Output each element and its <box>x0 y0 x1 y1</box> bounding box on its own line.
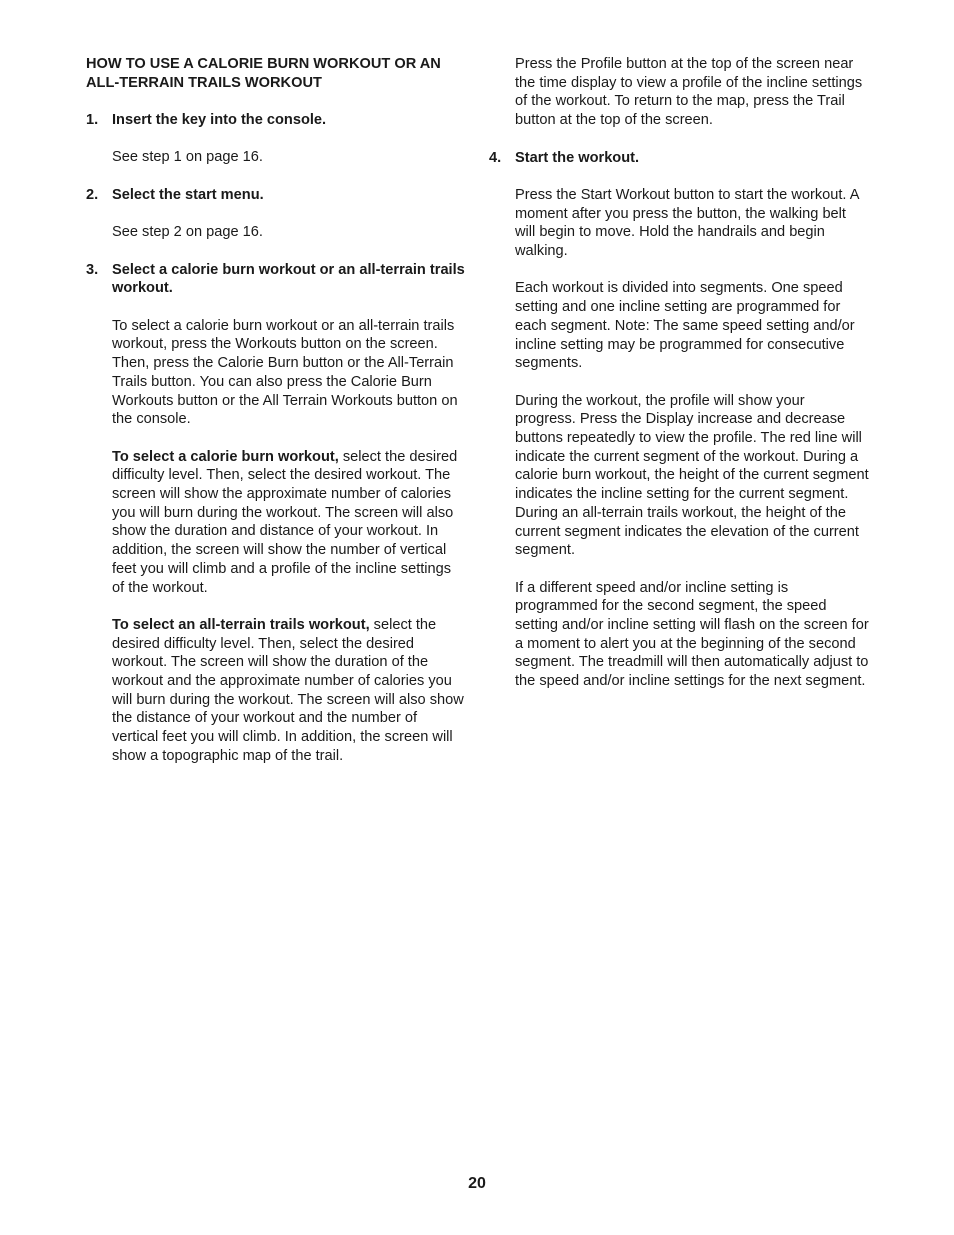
trails-text: select the desired difficulty level. Then, select the desired workout. The screen will show the duration of the workout and the approximate number of calories you will burn during the workout. The screen will also show the distance of your workout and the number of vertical feet you will climb. In addition, the screen will show a topographic map of the trail. <box>112 616 464 764</box>
step-3-title <box>86 261 466 298</box>
step-title: Select the start menu. <box>112 186 264 203</box>
step-2-title <box>86 186 466 205</box>
section-heading: HOW TO USE A CALORIE BURN WORKOUT OR AN ALL-TERRAIN TRAILS WORKOUT <box>86 56 441 91</box>
right-column <box>489 55 869 691</box>
step-number: 2. <box>86 186 99 203</box>
step-number: 1. <box>86 112 99 129</box>
trails-lead: To select an all-terrain trails workout, <box>112 616 370 633</box>
calorie-burn-instructions <box>86 448 466 598</box>
step-3-body: To select a calorie burn workout or an all-terrain trails workout, press the Workouts button on the screen. Then, press the Calorie Burn button or the All-Terrain Trails button. You can also press the Calorie Burn Workouts button or the All Terrain Workouts button on the console. <box>112 317 458 428</box>
segment-change-paragraph: If a different speed and/or incline setting is programmed for the second segment, the speed setting and/or incline setting will flash on the screen for a moment to alert you at the beginning of the second segment. The treadmill will then automatically adjust to the speed and/or incline settings for the next segment. <box>515 579 869 690</box>
step-title: Start the workout. <box>515 149 640 166</box>
step-1-title <box>86 111 466 130</box>
step-title: Insert the key into the console. <box>112 112 327 129</box>
start-workout-paragraph: Press the Start Workout button to start the workout. A moment after you press the button, the walking belt will begin to move. Hold the handrails and begin walking. <box>515 186 859 259</box>
page-number: 20 <box>468 1175 486 1192</box>
profile-paragraph: Press the Profile button at the top of the screen near the time display to view a profile of the incline settings of the workout. To return to the map, press the Trail button at the top of the screen. <box>515 56 863 129</box>
trails-instructions <box>86 616 466 766</box>
calorie-burn-lead: To select a calorie burn workout, <box>112 448 339 465</box>
step-1-body: See step 1 on page 16. <box>112 149 263 166</box>
step-title: Select a calorie burn workout or an all-terrain trails workout. <box>112 261 465 297</box>
step-2-body: See step 2 on page 16. <box>112 224 263 241</box>
calorie-burn-text: select the desired difficulty level. Then, select the desired workout. The screen will show the approximate number of calories you will burn during the workout. The screen will also show the duration and distance of your workout. In addition, the screen will show the number of vertical feet you will climb and a profile of the incline settings of the workout. <box>112 448 458 596</box>
progress-paragraph: During the workout, the profile will show your progress. Press the Display increase and decrease buttons repeatedly to view the profile. The red line will indicate the current segment of the workout. During a calorie burn workout, the height of the current segment indicates the incline setting for the current segment. During an all-terrain trails workout, the height of the current segment indicates the elevation of the current segment. <box>515 392 869 559</box>
left-column <box>86 55 466 766</box>
step-number: 3. <box>86 261 99 278</box>
step-number: 4. <box>489 149 502 166</box>
segments-paragraph: Each workout is divided into segments. One speed setting and one incline setting are programmed for each segment. Note: The same speed setting and/or incline setting may be programmed for consecutive segments. <box>515 280 855 372</box>
step-4-title <box>489 149 869 168</box>
